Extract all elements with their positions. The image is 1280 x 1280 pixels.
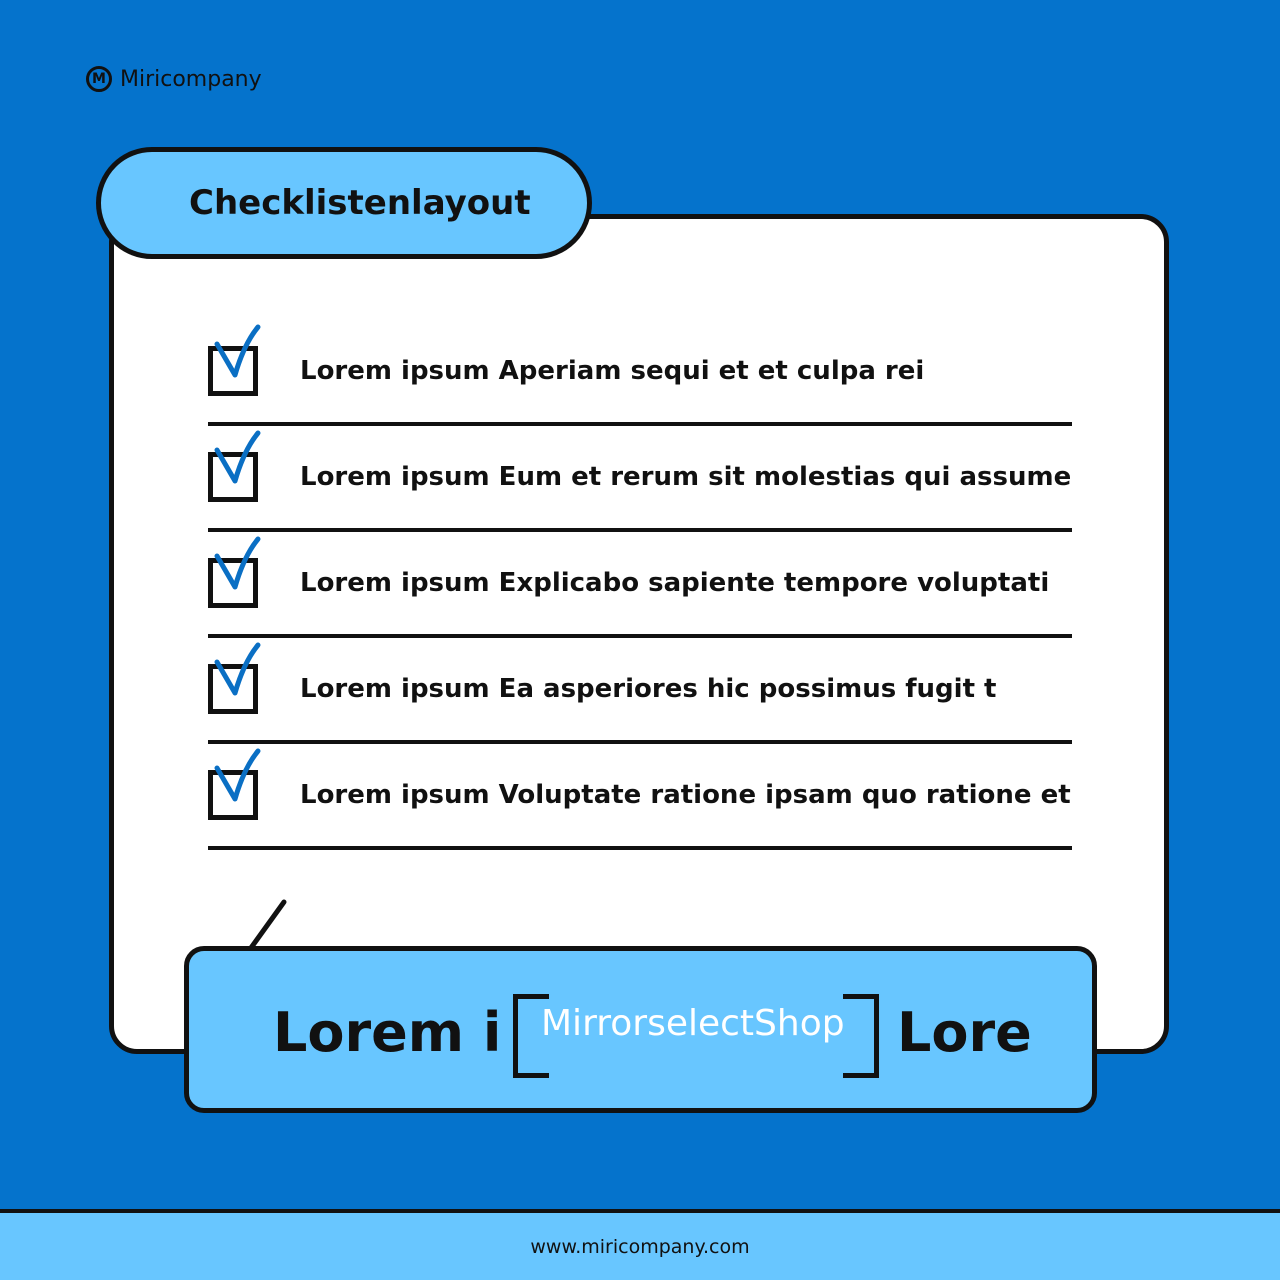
checkbox-checked-icon[interactable] [208, 346, 258, 396]
checklist-item [208, 744, 1072, 850]
checklist-item [208, 532, 1072, 638]
checkbox-checked-icon[interactable] [208, 664, 258, 714]
checklist-item-label: Lorem ipsum Voluptate ratione ipsam quo ratione et [300, 780, 1071, 810]
checklist-item-label: Lorem ipsum Aperiam sequi et et culpa rei [300, 356, 925, 386]
checkbox-checked-icon[interactable] [208, 558, 258, 608]
checklist-item-label: Lorem ipsum Explicabo sapiente tempore voluptati [300, 568, 1050, 598]
brand-logo-icon: M [86, 66, 112, 92]
banner-left-text: Lorem i [273, 1001, 502, 1064]
checklist-item-label: Lorem ipsum Eum et rerum sit molestias qui assume [300, 462, 1072, 492]
checklist-item-label: Lorem ipsum Ea asperiores hic possimus fugit t [300, 674, 997, 704]
checklist [208, 320, 1072, 850]
footer [0, 1209, 1280, 1280]
bracket-close-icon [843, 994, 879, 1078]
bottom-banner [184, 946, 1097, 1113]
banner-shop-name: MirrorselectShop [541, 1003, 845, 1044]
title-tab [96, 147, 592, 259]
brand [86, 66, 262, 92]
footer-url[interactable]: www.miricompany.com [530, 1235, 750, 1258]
checklist-item [208, 638, 1072, 744]
checklist-item [208, 320, 1072, 426]
checkbox-checked-icon[interactable] [208, 770, 258, 820]
banner-right-text: Lore [897, 1001, 1032, 1064]
page-title: Checklistenlayout [189, 183, 531, 223]
checkbox-checked-icon[interactable] [208, 452, 258, 502]
brand-name: Miricompany [120, 66, 262, 92]
checklist-item [208, 426, 1072, 532]
